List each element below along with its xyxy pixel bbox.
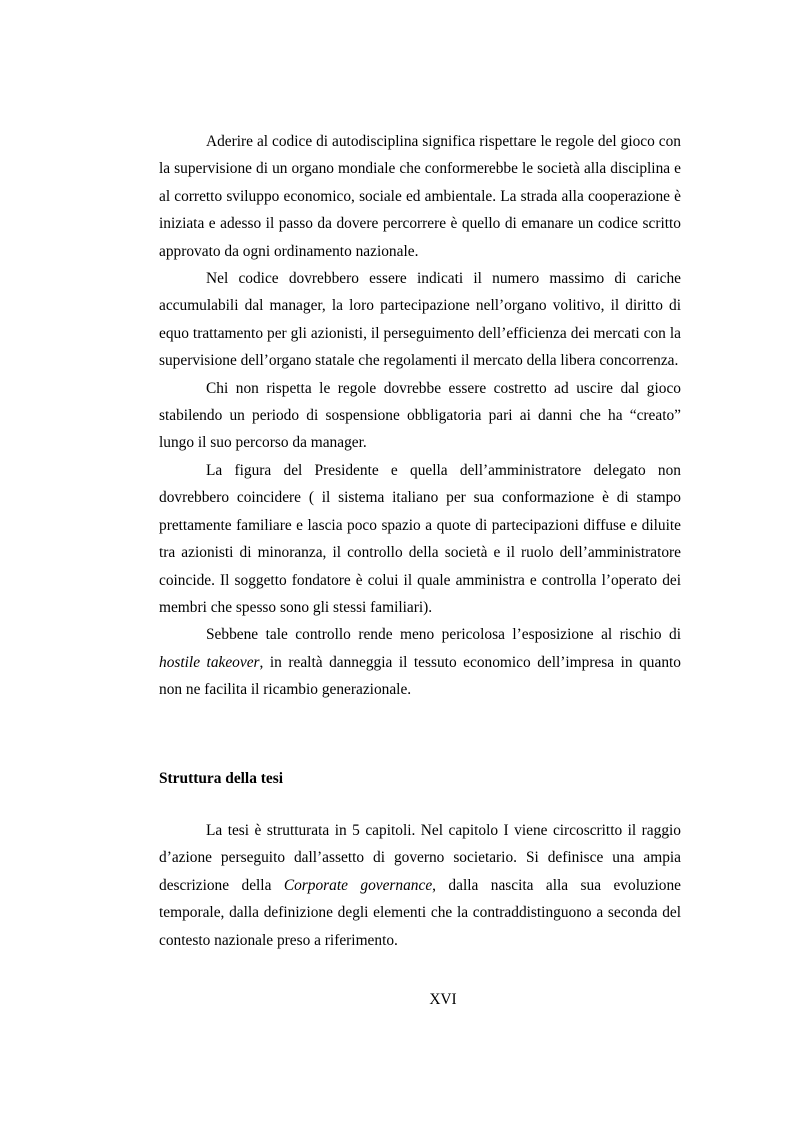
section-paragraph-italic-term: Corporate governance — [283, 876, 433, 894]
section-text — [159, 817, 681, 954]
section-paragraph — [159, 817, 681, 954]
section-paragraph-text-end: , dalla nascita alla sua evoluzione temporale, dalla definizione degli elementi che la contraddistinguono a seconda del contesto nazionale preso a riferimento. — [159, 876, 681, 949]
paragraph-3: Chi non rispetta le regole dovrebbe essere costretto ad uscire dal gioco stabilendo un periodo di sospensione obbligatoria pari ai danni che ha “creato” lungo il suo percorso da manager. — [159, 379, 681, 452]
page-number: XVI — [429, 991, 457, 1008]
paragraph-5-italic-term: hostile takeover — [159, 653, 260, 671]
section-heading: Struttura della tesi — [159, 770, 283, 787]
paragraph-4: La figura del Presidente e quella dell’amministratore delegato non dovrebbero coincidere ( il sistema italiano per sua conformazione è di stampo prettamente familiare e lascia poco spazio a quote di partecipazioni diffuse e diluite tra azionisti di minoranza, il controllo della società e il ruolo dell’amministratore coincide. Il soggetto fondatore è colui il quale amministra e controlla l’operato dei membri che spesso sono gli stessi familiari). — [159, 461, 681, 616]
section-paragraph-text-start: La tesi è strutturata in 5 capitoli. Nel capitolo I viene circoscritto il raggio d’azione perseguito dall’assetto di governo societario. Si definisce una ampia descrizione della — [159, 822, 681, 894]
paragraph-5-text-start: Sebbene tale controllo rende meno pericolosa l’esposizione al rischio di — [206, 626, 681, 644]
paragraph-1: Aderire al codice di autodisciplina significa rispettare le regole del gioco con la supervisione di un organo mondiale che conformerebbe le società alla disciplina e al corretto sviluppo economico, sociale ed ambientale. La strada alla cooperazione è iniziata e adesso il passo da dovere percorrere è quello di emanare un codice scritto approvato da ogni ordinamento nazionale. — [159, 133, 681, 260]
paragraph-5 — [159, 621, 681, 703]
body-text — [159, 128, 681, 704]
paragraph-2: Nel codice dovrebbero essere indicati il numero massimo di cariche accumulabili dal manager, la loro partecipazione nell’organo volitivo, il diritto di equo trattamento per gli azionisti, il perseguimento dell’efficienza dei mercati con la supervisione dell’organo statale che regolamenti il mercato della libera concorrenza. — [159, 270, 681, 370]
paragraph-5-text-end: , in realtà danneggia il tessuto economico dell’impresa in quanto non ne facilita il ricambio generazionale. — [159, 653, 681, 699]
